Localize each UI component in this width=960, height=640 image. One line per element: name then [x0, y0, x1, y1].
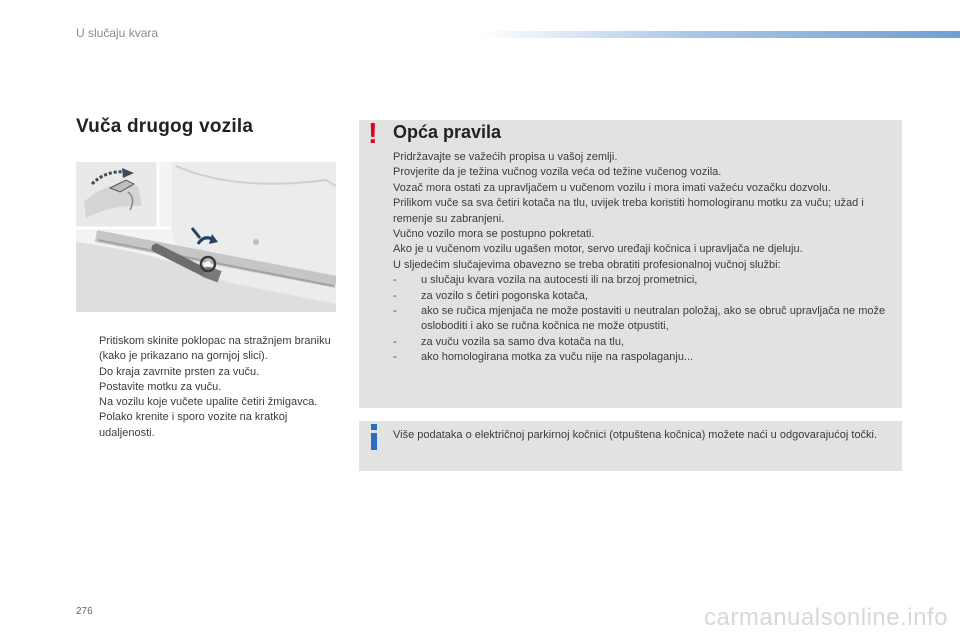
warning-paragraph: Vučno vozilo mora se postupno pokretati.	[393, 228, 595, 241]
warning-paragraph: Ako je u vučenom vozilu ugašen motor, servo uređaji kočnica i upravljača ne djeluju.	[393, 243, 803, 256]
step-item: Postavite motku za vuču.	[99, 380, 222, 393]
towing-illustration	[76, 162, 336, 312]
warning-body	[393, 150, 893, 366]
step-item: Pritiskom skinite poklopac na stražnjem braniku (kako je prikazano na gornjoj slici).	[99, 335, 331, 363]
header-title: U slučaju kvara	[76, 26, 159, 40]
warning-paragraph: U sljedećim slučajevima obavezno se treba obratiti profesionalnoj vučnoj službi:	[393, 258, 781, 271]
warning-paragraph: Vozač mora ostati za upravljačem u vučenom vozilu i mora imati važeću vozačku dozvolu.	[393, 181, 831, 194]
warning-title: Opća pravila	[393, 122, 502, 142]
warning-paragraph: Provjerite da je težina vučnog vozila veća od težine vučenog vozila.	[393, 166, 722, 179]
warning-list-item: - za vuču vozila sa samo dva kotača na tlu,	[393, 335, 624, 348]
watermark: carmanualsonline.info	[704, 604, 948, 631]
warning-list-item: - u slučaju kvara vozila na autocesti ili na brzoj prometnici,	[393, 274, 698, 287]
warning-paragraph: Prilikom vuče sa sva četiri kotača na tlu, uvijek treba koristiti homologiranu motku za vuču; užad i remenje su zabranjeni.	[393, 197, 864, 225]
info-text: Više podataka o električnoj parkirnoj kočnici (otpuštena kočnica) možete naći u odgovarajućoj točki.	[393, 429, 878, 441]
section-title: Vuča drugog vozila	[76, 116, 254, 137]
bumper-cover-inset	[76, 162, 158, 228]
instruction-steps	[76, 334, 346, 441]
warning-paragraph: Pridržavajte se važećih propisa u vašoj zemlji.	[393, 151, 618, 163]
step-item: Polako krenite i sporo vozite na kratkoj udaljenosti.	[99, 411, 288, 439]
warning-list-item: - za vozilo s četiri pogonska kotača,	[393, 289, 588, 302]
page-number: 276	[76, 606, 93, 617]
warning-exclamation-icon: !	[368, 118, 378, 150]
step-item: Do kraja zavrnite prsten za vuču.	[99, 365, 260, 378]
warning-list-item: - ako homologirana motka za vuču nije na raspolaganju...	[393, 351, 694, 364]
step-item: Na vozilu koje vučete upalite četiri žmigavca.	[99, 396, 318, 409]
warning-list	[393, 273, 893, 365]
info-icon	[369, 424, 379, 450]
header-accent-bar	[480, 31, 960, 38]
warning-list-item: - ako se ručica mjenjača ne može postaviti u neutralan položaj, ako se obruč upravljača ne može osloboditi i ako se ručna kočnica ne može otpustiti,	[393, 305, 886, 333]
